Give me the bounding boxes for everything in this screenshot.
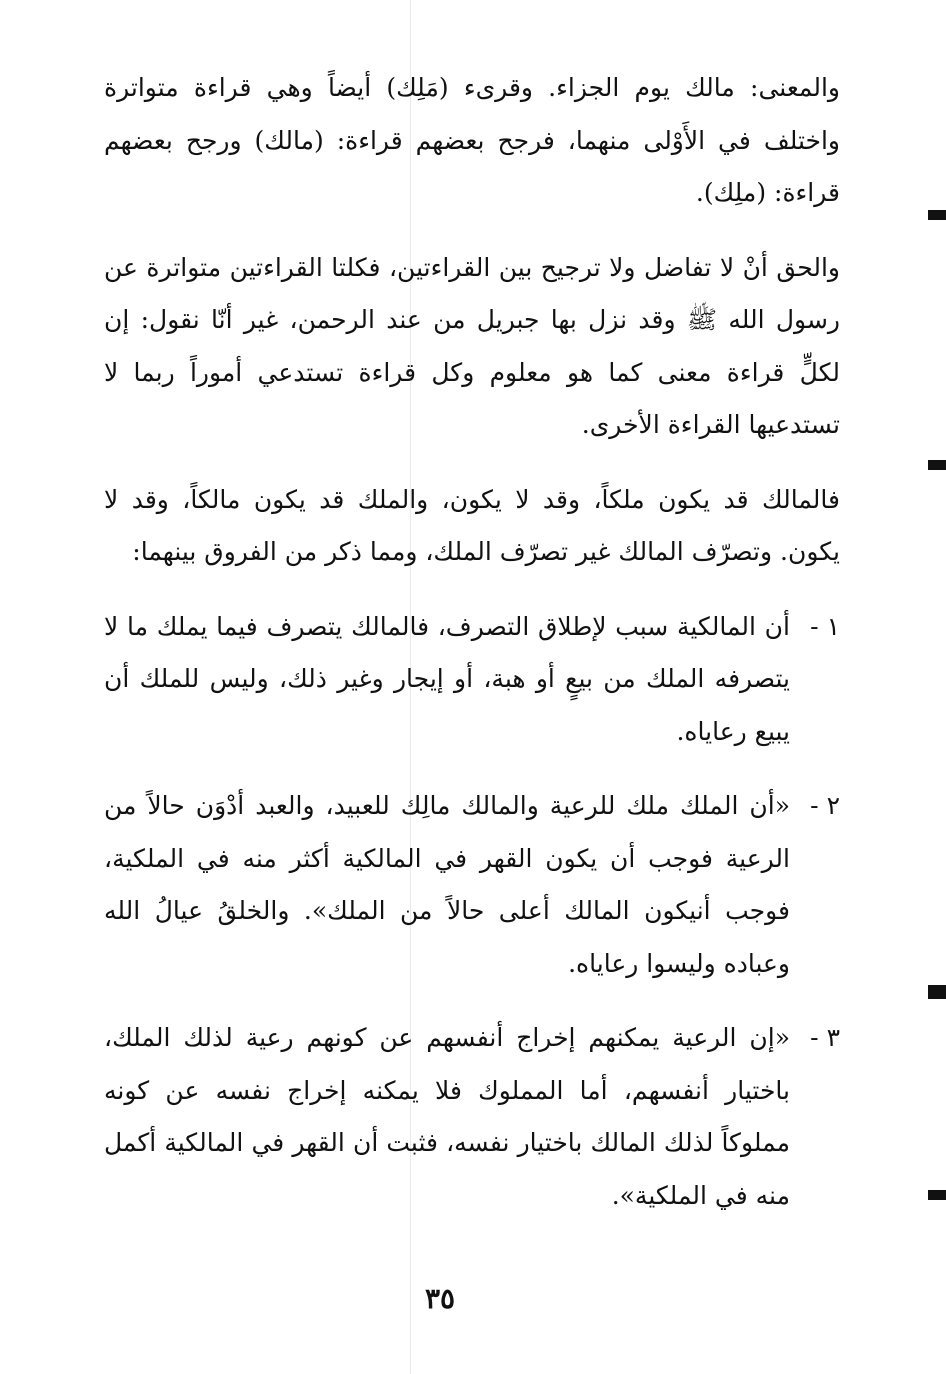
edge-mark <box>928 1190 946 1200</box>
list-item <box>104 1012 840 1222</box>
list-item-number: ١ - <box>810 611 840 641</box>
body-text <box>104 62 840 1244</box>
list-item <box>104 780 840 990</box>
list-item-number: ٢ - <box>810 791 840 820</box>
edge-mark <box>928 460 946 470</box>
list-item <box>104 601 840 759</box>
paragraph-meaning: والمعنى: مالك يوم الجزاء. وقرىء (مَلِك) أيضاً وهي قراءة متواترة واختلف في الأَوْلى منهما، فرجح بعضهم قراءة: (مالك) ورجح بعضهم قراءة: (ملِك). <box>104 73 840 207</box>
edge-mark <box>928 210 946 220</box>
paragraph-differences: فالمالك قد يكون ملكاً، وقد لا يكون، والملك قد يكون مالكاً، وقد لا يكون. وتصرّف المالك غير تصرّف الملك، ومما ذكر من الفروق بينهما: <box>104 484 840 566</box>
paragraph-readings: والحق أنْ لا تفاضل ولا ترجيح بين القراءتين، فكلتا القراءتين متواترة عن رسول الله ﷺ وقد نزل بها جبريل من عند الرحمن، غير أنّا نقول: إن لكلٍّ قراءة معنى كما هو معلوم وكل قراءة تستدعي أموراً ربما لا تستدعيها القراءة الأخرى. <box>104 252 840 439</box>
list-item-text: أن المالكية سبب لإطلاق التصرف، فالمالك يتصرف فيما يملك ما لا يتصرفه الملك من بيعٍ أو هبة، أو إيجار وغير ذلك، وليس للملك أن يبيع رعاياه. <box>104 611 790 746</box>
page-number: ٣٥ <box>424 1282 456 1315</box>
list-item-text: «إن الرعية يمكنهم إخراج أنفسهم عن كونهم رعية لذلك الملك، باختيار أنفسهم، أما المملوك فلا يمكنه إخراج نفسه عن كونه مملوكاً لذلك المالك باختيار نفسه، فثبت أن القهر في المالكية أكمل منه في الملكية». <box>104 1023 790 1210</box>
list-item-number: ٣ - <box>810 1023 840 1052</box>
list-item-text: «أن الملك ملك للرعية والمالك مالِك للعبيد، والعبد أدْوَن حالاً من الرعية فوجب أن يكون القهر في المالكية أكثر منه في الملكية، فوجب أنيكون المالك أعلى حالاً من الملك». والخلقُ عيالُ الله وعباده وليسوا رعاياه. <box>104 791 790 978</box>
edge-mark <box>928 985 946 999</box>
